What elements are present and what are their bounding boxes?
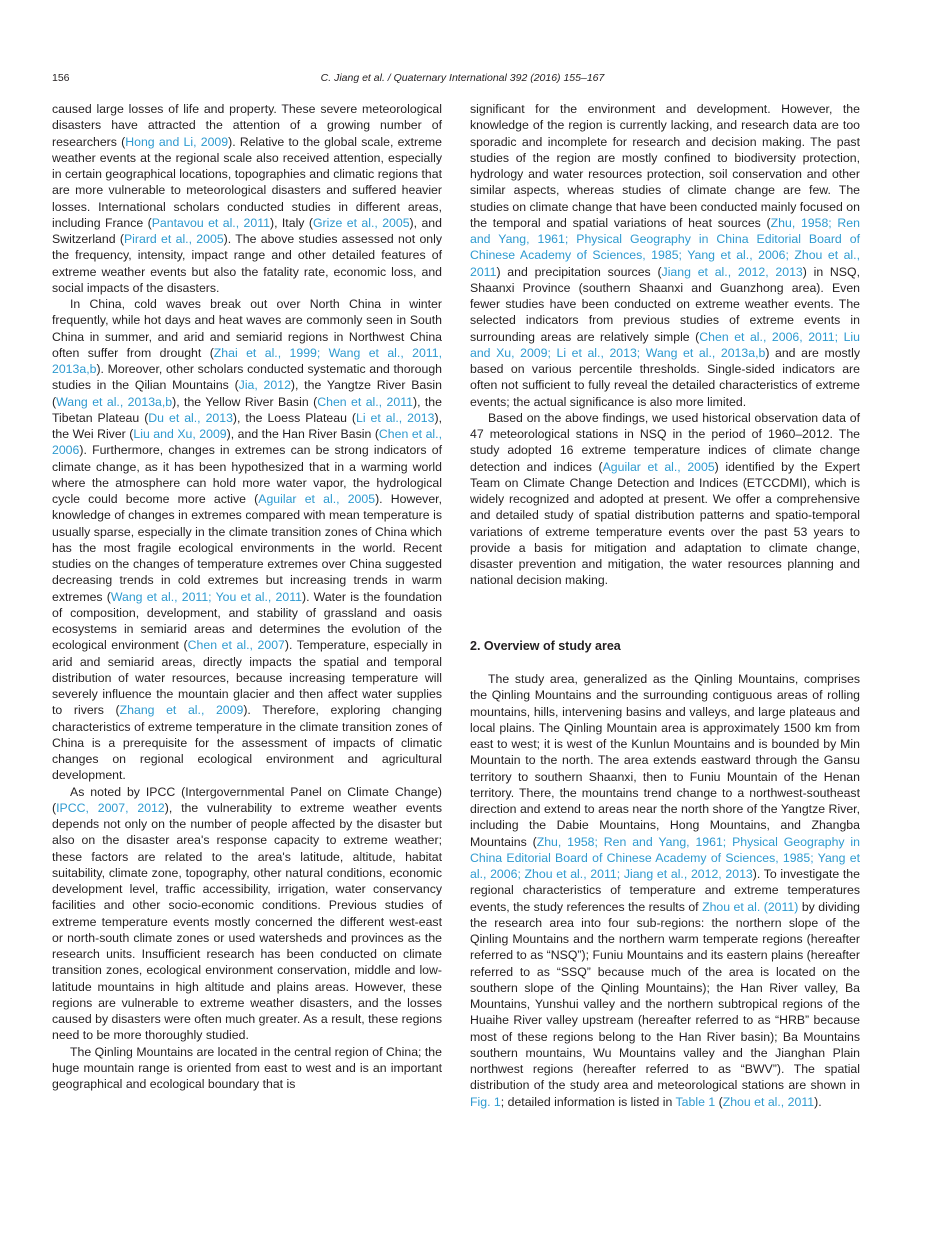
running-title: C. Jiang et al. / Quaternary International 392 (2016) 155–167 [320,72,605,84]
text-run: ; detailed information is listed in [500,1094,676,1109]
text-run: ), the vulnerability to extreme weather events depends not only on the number of people affected by the disaster but also on the disaster area's response capacity to extreme weather; these factors are related to the area's latitude, altitude, habitat suitability, climate zone, topography, other natural conditions, economic development level, traffic accessibility, irrigation, water conservancy facilities and other socio-economic conditions. Previous studies of extreme temperature events mostly concerned the different west-east or north-south climate zones or used watersheds and provinces as the research units. Insufficient research has been conducted on climate transition zones, ecological environment conservation, middle and low-latitude mountains in high altitude and plains areas. However, these regions are vulnerable to extreme weather disasters, and the losses caused by disasters were often much greater. As a result, these regions need to be more thoroughly studied. [52,800,442,1043]
text-run: ), the Wei River ( [52,410,442,441]
paragraph [52,1044,442,1093]
text-run: As noted by IPCC (Intergovernmental Panel on Climate Change) ( [52,784,442,815]
paragraph [470,410,860,589]
citation-link[interactable]: Jiang et al., 2012, 2013 [661,264,803,279]
citation-link[interactable]: Zhou et al., 2011 [722,1094,815,1109]
right-column-intro [470,101,860,589]
text-run: ). The above studies assessed not only the frequency, intensity, impact range and other detailed features of extreme weather events but also the fatality rate, economic loss, and social impacts of the disasters. [52,232,442,295]
text-run: ). Relative to the global scale, extreme weather events at the regional scale also received attention, especially in certain geographical locations, topographies and climatic regions that are more vulnerable to meteorological disasters and suffered heavier losses. International scholars conducted studies in different areas, including France ( [52,134,442,230]
paragraph [52,784,442,1044]
section-heading: 2. Overview of study area [470,639,621,653]
citation-link[interactable]: Chen et al., 2011 [317,394,413,409]
citation-link[interactable]: Pantavou et al., 2011 [151,215,270,230]
citation-link[interactable]: Wang et al., 2011; You et al., 2011 [110,589,302,604]
text-run: ). Therefore, exploring changing characteristics of extreme temperature in the climate transition zones of China is a prerequisite for the assessment of impacts of climatic changes on regional ecological environment and agricultural development. [52,703,442,783]
paragraph [52,101,442,296]
citation-link[interactable]: Chen et al., 2006, 2011; Liu and Xu, 2009; Li et al., 2013; Wang et al., 2013a,b [470,329,860,360]
citation-link[interactable]: Hong and Li, 2009 [125,134,229,149]
citation-link[interactable]: Aguilar et al., 2005 [602,459,715,474]
text-run: ). To investigate the regional characteristics of temperature and extreme temperatures events, the study references the results of [470,867,860,914]
paragraph [470,671,860,1110]
citation-link[interactable]: Fig. 1 [470,1094,501,1109]
text-run: The Qinling Mountains are located in the central region of China; the huge mountain range is oriented from east to west and is an important geographical and ecological boundary that is [52,1044,442,1091]
left-column [52,101,442,1092]
text-run: ( [715,1094,723,1109]
text-run: ), Italy ( [269,215,313,230]
citation-link[interactable]: Table 1 [675,1094,716,1109]
text-run: The study area, generalized as the Qinling Mountains, comprises the Qinling Mountains and the surrounding contiguous areas of rolling mountains, hills, intervening basins and valleys, and large plateaus and local plains. The Qinling Mountain area is approximately 1500 km from east to west; it is west of the Kunlun Mountains and is bounded by Min Mountain to the north. The area extends eastward through the Gansu territory to southern Shaanxi, then to Funiu Mountain of the Henan territory. There, the mountains trend change to a northwest-southeast direction and extend to areas near the north shore of the Yangtze River, including the Dabie Mountains, Hong Mountains, and Zhangba Mountains ( [470,672,860,849]
text-run: ), the Yangtze River Basin ( [52,378,442,409]
text-run: ). Moreover, other scholars conducted systematic and thorough studies in the Qilian Mountains ( [52,362,442,393]
text-run: ) identified by the Expert Team on Climate Change Detection and Indices (ETCCDMI), which is widely recognized and adopted at present. We offer a comprehensive and detailed study of spatial distribution patterns and spatio-temporal variations of extreme temperature events over the past 53 years to provide a basis for mitigation and adaptation to climate change, disaster prevention and mitigation, the water resources planning and national decision making. [470,459,860,588]
citation-link[interactable]: Chen et al., 2007 [187,638,285,653]
text-run: caused large losses of life and property. These severe meteorological disasters have attracted the attention of a growing number of researchers ( [52,102,442,149]
text-run: by dividing the research area into four sub-regions: the northern slope of the Qinling Mountains and the northern warm temperate regions (hereafter referred to as “NSQ”); Funiu Mountains and its eastern plains (hereafter referred to as “SSQ” because much of the area is located on the southern slope of the Qinling Mountains); the Han River valley, Ba Mountains, Yunshui valley and the northern subtropical regions of the Huaihe River valley upstream (hereafter referred to as “HRB” because most of these regions belong to the Han River basin); Ba Mountains southern mountains, Wu Mountains valley and the Jianghan Plain northwest regions (hereafter referred to as “BWV”). The spatial distribution of the study area and meteorological stations are shown in [470,899,860,1093]
citation-link[interactable]: Grize et al., 2005 [312,215,410,230]
text-run: ), the Tibetan Plateau ( [52,394,442,425]
citation-link[interactable]: Li et al., 2013 [356,410,435,425]
section-body [470,671,860,1110]
citation-link[interactable]: Zhou et al. (2011) [702,899,799,914]
citation-link[interactable]: IPCC, 2007, 2012 [56,800,165,815]
paragraph [470,101,860,410]
text-run: ), and the Han River Basin ( [226,427,379,441]
citation-link[interactable]: Liu and Xu, 2009 [133,427,227,441]
paragraph [52,296,442,784]
page-number: 156 [52,72,70,84]
text-run: ) and are mostly based on various percentile thresholds. Single-sided indicators are often not sufficient to fully reveal the detailed characteristics of extreme events; the actual significance is also more limited. [470,345,860,409]
citation-link[interactable]: Jia, 2012 [238,378,291,393]
text-run: ) in NSQ, Shaanxi Province (southern Shaanxi and Guanzhong area). Even fewer studies have been conducted on extreme weather events. The selected indicators from previous studies of extreme events in surrounding areas are relatively simple ( [470,264,860,344]
text-run: significant for the environment and development. However, the knowledge of the region is currently lacking, and research data are too sporadic and incomplete for research and decision making. The past studies of the region are mostly confined to biodiversity protection, hydrology and water resources protection, soil conservation and other similar aspects, whereas studies of climate change are few. The studies on climate change that have been conducted mainly focused on the temporal and spatial variations of heat sources ( [470,102,860,230]
citation-link[interactable]: Zhu, 1958; Ren and Yang, 1961; Physical Geography in China Editorial Board of Chinese Academy of Sciences, 1985; Yang et al., 2006; Zhou et al., 2011; Jiang et al., 2012, 2013 [470,834,861,881]
text-run: ). Furthermore, changes in extremes can be strong indicators of climate change, as it has been hypothesized that in a warming world where the atmosphere can hold more water vapor, the hydrological cycle could become more active ( [52,443,442,506]
citation-link[interactable]: Pirard et al., 2005 [123,232,224,246]
text-run: ). Water is the foundation of composition, development, and stability of grassland and oasis ecosystems in semiarid areas and determines the evolution of the ecological environment ( [52,589,442,653]
citation-link[interactable]: Zhai et al., 1999; Wang et al., 2011, 2013a,b [52,345,442,376]
text-run: ), and Switzerland ( [52,215,442,246]
text-run: ). However, knowledge of changes in extremes compared with mean temperature is usually sparse, especially in the climate transition zones of China which has the most fragile ecological environments in the world. Recent studies on the changes of temperature extremes over China suggested decreasing trends in cold extremes but increasing trends in warm extremes ( [52,492,443,604]
text-run: ). [814,1094,822,1109]
citation-link[interactable]: Zhu, 1958; Ren and Yang, 1961; Physical Geography in China Editorial Board of Chinese Academy of Sciences, 1985; Yang et al., 2006; Zhou et al., 2011 [470,215,860,279]
citation-link[interactable]: Zhang et al., 2009 [119,703,244,718]
citation-link[interactable]: Aguilar et al., 2005 [258,492,376,506]
text-run: In China, cold waves break out over North China in winter frequently, while hot days and heat waves are commonly seen in South China in summer, and arid and semiarid regions in Northwest China often suffer from drought ( [52,297,442,360]
citation-link[interactable]: Wang et al., 2013a,b [56,394,173,409]
citation-link[interactable]: Chen et al., 2006 [52,427,442,458]
text-run: ) and precipitation sources ( [496,264,662,279]
text-run: ). Temperature, especially in arid and semiarid areas, directly impacts the spatial and temporal distribution of water resources, because increasing temperature will severely influence the mountain glacier and then affect water supplies to rivers ( [52,638,442,718]
citation-link[interactable]: Du et al., 2013 [148,410,233,425]
text-run: ), the Loess Plateau ( [232,410,356,425]
text-run: Based on the above findings, we used historical observation data of 47 meteorological stations in NSQ in the period of 1960–2012. The study adopted 16 extreme temperature indices of climate change detection and indices ( [470,410,860,474]
text-run: ), the Yellow River Basin ( [172,394,318,409]
